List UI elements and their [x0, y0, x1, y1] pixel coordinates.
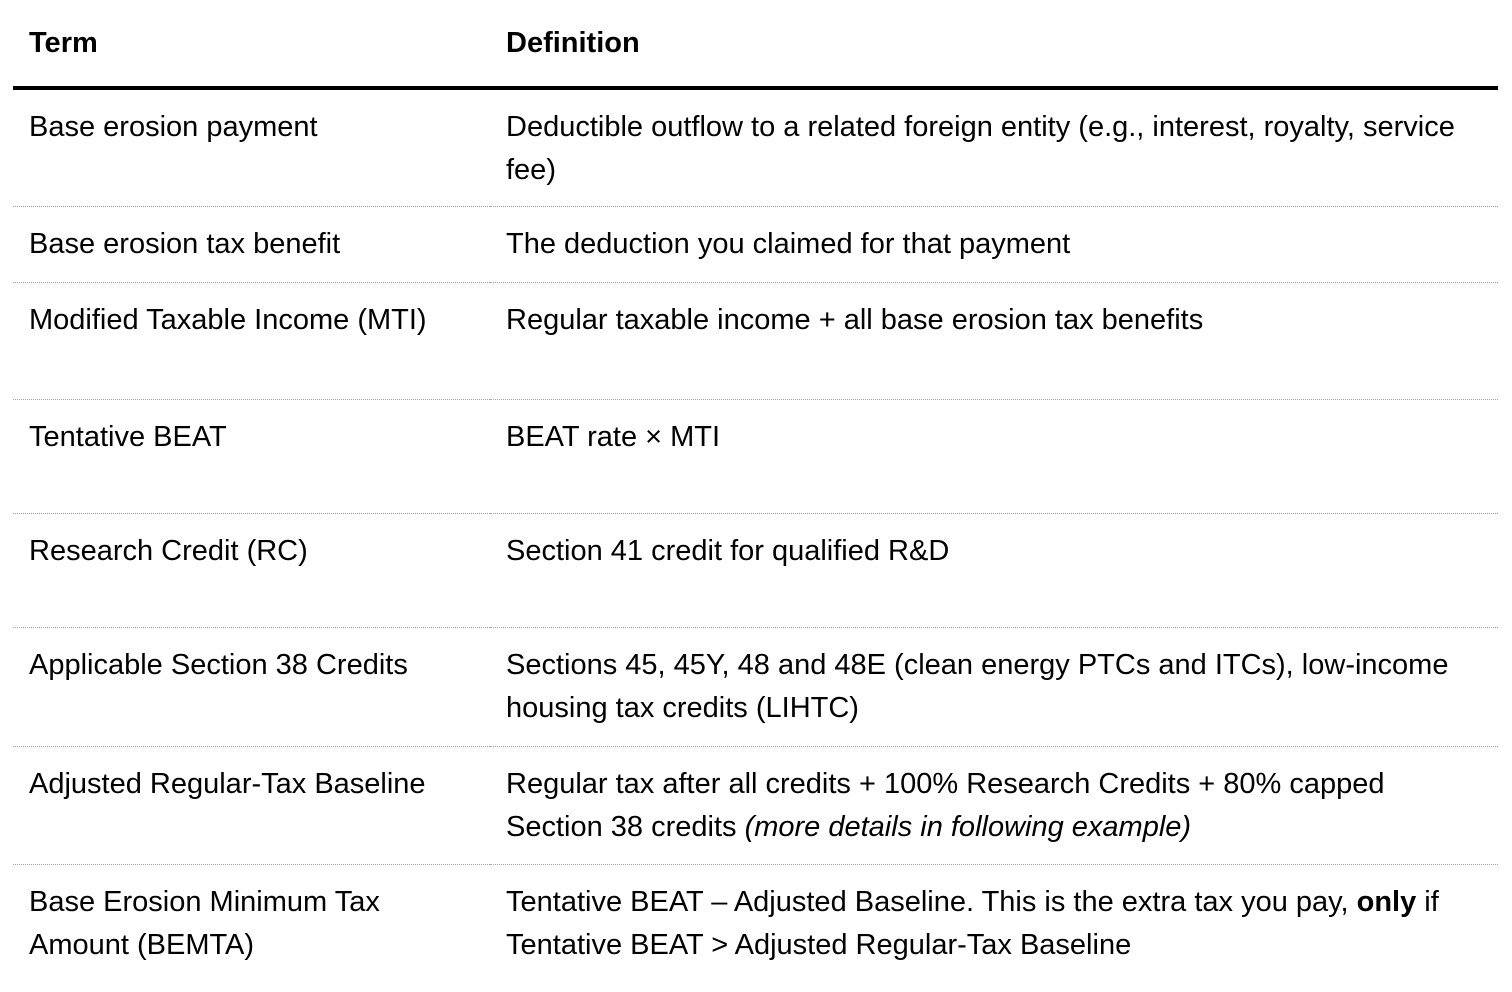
term-cell: Applicable Section 38 Credits: [13, 627, 490, 746]
definition-cell: [490, 746, 1498, 864]
term-cell: Research Credit (RC): [13, 513, 490, 627]
definition-cell: Deductible outflow to a related foreign entity (e.g., interest, royalty, service fee): [490, 88, 1498, 206]
table-row: [13, 746, 1498, 864]
definition-cell: BEAT rate × MTI: [490, 399, 1498, 513]
glossary-table: [13, 0, 1498, 988]
definition-emphasis: only: [1356, 885, 1417, 918]
table-row: [13, 513, 1498, 627]
table-row: [13, 206, 1498, 282]
term-cell: Adjusted Regular-Tax Baseline: [13, 746, 490, 864]
table-row: [13, 627, 1498, 746]
term-cell: Tentative BEAT: [13, 399, 490, 513]
table-row: [13, 282, 1498, 399]
definition-column-header: Definition: [490, 0, 1498, 88]
definition-text: Tentative BEAT – Adjusted Baseline. This is the extra tax you pay,: [506, 885, 1349, 918]
term-cell: Base erosion tax benefit: [13, 206, 490, 282]
definition-tail: if Tentative BEAT > Adjusted Regular-Tax Baseline: [506, 885, 1439, 961]
definition-cell: The deduction you claimed for that payment: [490, 206, 1498, 282]
table-row: [13, 88, 1498, 206]
term-cell: Base erosion payment: [13, 88, 490, 206]
definition-note: (more details in following example): [744, 810, 1192, 843]
term-cell: Modified Taxable Income (MTI): [13, 282, 490, 399]
glossary-table-container: [13, 0, 1498, 988]
table-row: [13, 864, 1498, 988]
definition-text: Regular tax after all credits + 100% Research Credits + 80% capped Section 38 credits: [506, 767, 1385, 843]
definition-cell: Regular taxable income + all base erosion tax benefits: [490, 282, 1498, 399]
table-row: [13, 399, 1498, 513]
term-column-header: Term: [13, 0, 490, 88]
definition-cell: Section 41 credit for qualified R&D: [490, 513, 1498, 627]
definition-cell: Sections 45, 45Y, 48 and 48E (clean energy PTCs and ITCs), low-income housing tax credits (LIHTC): [490, 627, 1498, 746]
table-header-row: [13, 0, 1498, 88]
definition-cell: [490, 864, 1498, 988]
term-cell: Base Erosion Minimum Tax Amount (BEMTA): [29, 885, 380, 961]
